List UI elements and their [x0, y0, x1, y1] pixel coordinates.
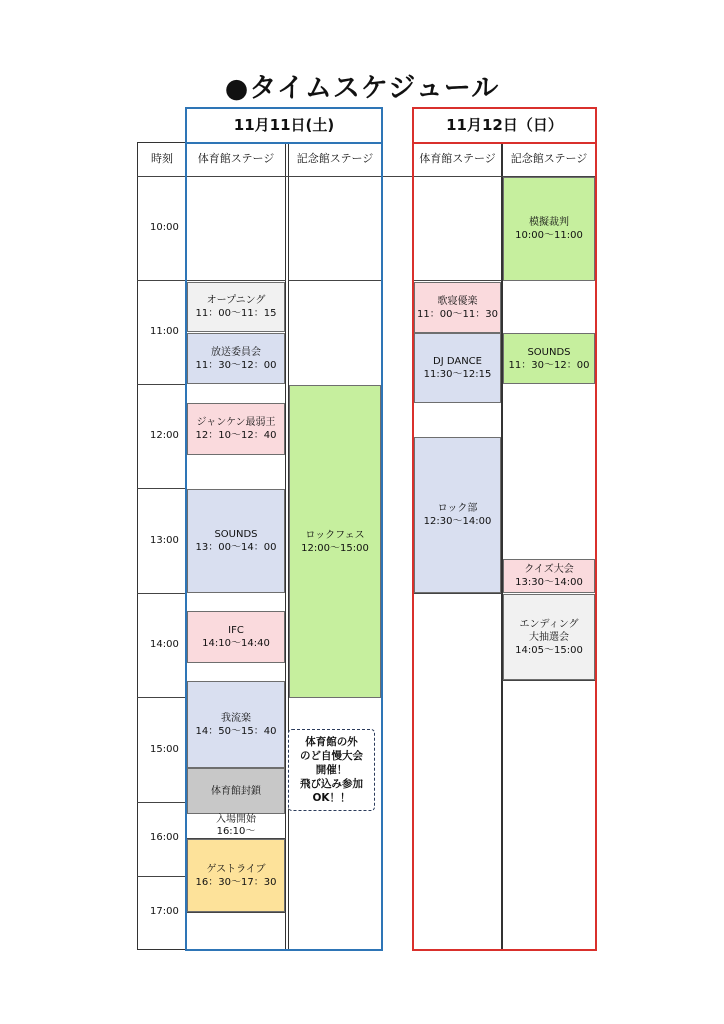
event-name: SOUNDS: [214, 529, 258, 540]
page-title: ●タイムスケジュール: [224, 73, 500, 104]
event-ending: [503, 594, 595, 680]
time-label: 10:00: [150, 222, 179, 233]
slot-line: [413, 280, 502, 281]
event-name: 放送委員会: [211, 346, 261, 358]
hour-line: [137, 802, 187, 803]
event-sounds-day2: [503, 333, 595, 384]
event-kashin-yuraku: [414, 282, 501, 333]
event-janken: [187, 403, 285, 455]
time-column: [137, 142, 187, 950]
event-guest-live: [187, 839, 285, 912]
event-name-2: 大抽選会: [529, 631, 569, 643]
event-name: 入場開始: [216, 814, 256, 825]
day1-header-line: [185, 142, 383, 144]
header-day2-gym: 体育館ステージ: [419, 152, 496, 165]
event-opening: [187, 282, 285, 332]
event-time: 11：00～11：15: [195, 308, 277, 319]
event-time: 14:10～14:40: [202, 638, 270, 649]
header-day1-memorial: 記念館ステージ: [296, 152, 374, 165]
event-time: 12:30～14:00: [423, 516, 492, 527]
event-name: 歌寝優楽: [437, 295, 478, 307]
event-name: SOUNDS: [527, 346, 571, 358]
event-name: 我流楽: [221, 712, 251, 724]
event-ifc: [187, 611, 285, 663]
event-name: ジャンケン最弱王: [196, 417, 276, 428]
event-time: 13：00～14：00: [195, 542, 277, 553]
event-time: 10:00～11:00: [515, 230, 583, 241]
event-name: 模擬裁判: [529, 217, 569, 228]
hour-line: [137, 280, 187, 281]
event-time: 14:05～15:00: [515, 644, 583, 656]
event-dj-dance: [414, 333, 501, 403]
slot-line: [186, 280, 286, 281]
hour-line: [137, 876, 187, 877]
header-time: 時刻: [151, 152, 173, 165]
event-name: ゲストライブ: [206, 863, 266, 875]
event-name: ロックフェス: [305, 529, 365, 541]
header-day2-memorial: 記念館ステージ: [510, 152, 588, 165]
event-time: 16:10～: [216, 826, 256, 837]
time-label: 15:00: [150, 744, 179, 755]
event-time: 11：30～12：00: [195, 359, 277, 371]
event-name: エンディング: [519, 618, 579, 630]
event-time: 11:30～12:15: [423, 369, 492, 380]
event-rock-fes: [289, 385, 381, 698]
event-rock-club: [414, 437, 501, 593]
event-time: 11：00～11：30: [417, 308, 498, 320]
entry-start-note: [187, 814, 285, 838]
time-label: 16:00: [150, 832, 179, 843]
event-name: オープニング: [206, 295, 266, 306]
day2-header-line: [412, 142, 597, 144]
event-broadcast-committee: [187, 333, 285, 384]
day1-header: 11月11日(土): [233, 116, 335, 134]
hour-line: [137, 697, 187, 698]
event-gym-closure: [187, 768, 285, 814]
event-name: 体育館封鎖: [211, 785, 261, 797]
hour-line: [137, 488, 187, 489]
event-time: 16：30～17：30: [195, 876, 277, 888]
event-name: クイズ大会: [524, 564, 574, 575]
hour-line: [137, 593, 187, 594]
time-label: 14:00: [150, 639, 179, 650]
time-label: 17:00: [150, 906, 179, 917]
event-time: 12：10～12：40: [195, 430, 277, 441]
header-day1-gym: 体育館ステージ: [197, 152, 275, 165]
slot-line: [413, 593, 502, 594]
nodojiman-notice: 体育館の外 のど自慢大会 開催！ 飛び込み参加 OK！！: [288, 729, 375, 811]
slot-line: [186, 912, 286, 913]
hour-line: [137, 384, 187, 385]
event-time: 12:00～15:00: [301, 542, 369, 554]
event-name: DJ DANCE: [433, 356, 482, 367]
event-time: 11：30～12：00: [508, 359, 590, 371]
time-label: 13:00: [150, 535, 179, 546]
slot-line: [502, 680, 596, 681]
event-time: 14：50～15：40: [195, 725, 277, 737]
event-quiz: [503, 559, 595, 593]
day2-header: 11月12日（日）: [446, 116, 563, 134]
slot-line: [288, 280, 382, 281]
time-label: 12:00: [150, 430, 179, 441]
event-sounds: [187, 489, 285, 593]
time-label: 11:00: [150, 326, 179, 337]
event-name: IFC: [228, 625, 244, 636]
event-mock-trial: [503, 177, 595, 281]
event-time: 13:30～14:00: [515, 577, 583, 588]
event-name: ロック部: [437, 503, 478, 514]
event-garyuraku: [187, 681, 285, 768]
